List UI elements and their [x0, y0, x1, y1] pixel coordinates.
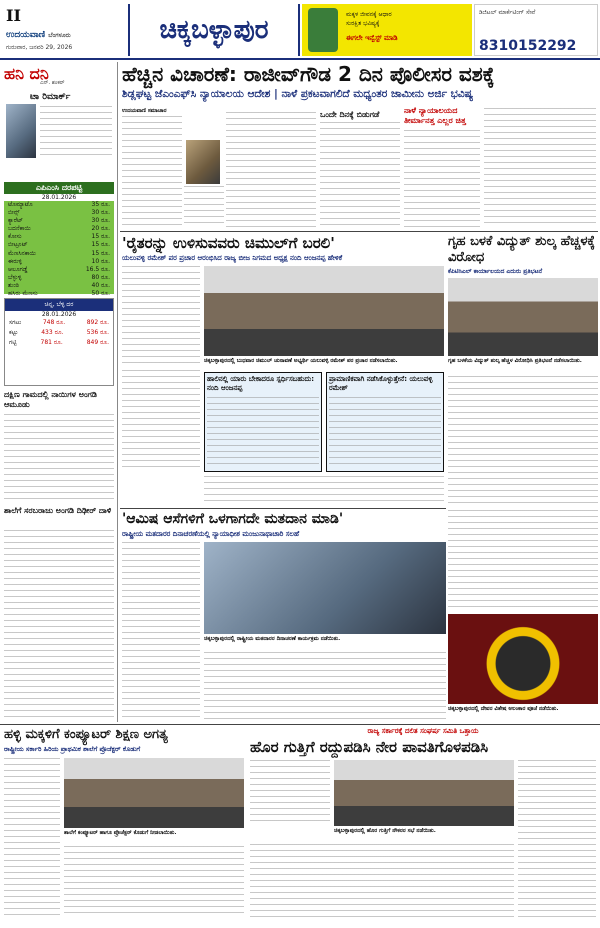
brand-author: ಎನ್. ಶಂಕರ್ [40, 80, 65, 86]
milk-photo [204, 266, 444, 356]
joke-body [40, 106, 112, 158]
lead-body-col1 [122, 116, 182, 228]
temple-caption: ಚಿಕ್ಕಬಳ್ಳಾಪುರದಲ್ಲಿ ದೇವರ ವಿಶೇಷ ಅಲಂಕಾರ ಪೂಜೆ ನಡೆಯಿತು. [448, 706, 559, 712]
gold-item: ಸಗಟು [9, 319, 22, 326]
issue-date: ಗುರುವಾರ, ಜನವರಿ 29, 2026 [6, 44, 73, 51]
left-story2-title: ಶಾಲೆಗೆ ಸರಬರಾಜು ಅಂಗಡಿ ದಿಢೀರ್ ದಾಳಿ [4, 506, 112, 515]
gold-value: 849 ರೂ. [86, 339, 109, 346]
milk-box-2 [326, 372, 444, 472]
edition-title: ಚಿಕ್ಕಬಳ್ಳಾಪುರ [128, 4, 300, 56]
gold-value: 536 ರೂ. [86, 329, 109, 336]
price-item: ಮೆಣಸಿನಕಾಯಿ [8, 249, 36, 257]
gold-value: 748 ರೂ. [42, 319, 66, 326]
price-row [4, 274, 114, 282]
computer-subhead: ರಾಷ್ಟ್ರೀಯ ಸರ್ಕಾರಿ ಹಿರಿಯ ಪ್ರಾಥಮಿಕ ಶಾಲೆಗೆ ಪ್ರೊಜೆಕ್ಟರ್ ಕೊಡುಗೆ [4, 745, 141, 753]
milk-box-1-title: ಹಾಲಿನಲ್ಲಿ ಯಾರು ಬೇಕಾದರೂ ಸ್ಪರ್ಧಿಸಬಹುದು: ನಂದಿ ಆಂಜನಪ್ಪ [207, 375, 315, 392]
gold-item: ಕಟ್ಟು [9, 329, 18, 336]
computer-headline: ಹಳ್ಳಿ ಮಕ್ಕಳಿಗೆ ಕಂಪ್ಯೂಟರ್ ಶಿಕ್ಷಣ ಅಗತ್ಯ [4, 727, 168, 742]
ad-text-3: ಈಗಲೇ ಇನ್ವೆಸ್ಟ್ ಮಾಡಿ [346, 34, 398, 42]
lead-headline: ಹೆಚ್ಚಿನ ವಿಚಾರಣೆ: ರಾಜೀವ್‌ಗೌಡ 2 ದಿನ ಪೊಲೀಸರ ವಶಕ್ಕೆ [122, 62, 495, 86]
gold-row [5, 328, 113, 338]
gold-row [5, 318, 113, 328]
price-value: 15 ರೂ. [91, 241, 110, 249]
phone-ad-text: ಡಿಜಿಟಲ್ ಮಾರ್ಕೆಟಿಂಗ್ ಸೇವೆ [479, 9, 536, 16]
power-body [448, 376, 598, 506]
price-item: ಹಸಿರು ಮೆಣಸು [8, 290, 38, 298]
power-photo [448, 278, 598, 356]
vote-headline: 'ಆಮಿಷ ಆಸೆಗಳಿಗೆ ಒಳಗಾಗದೇ ಮತದಾನ ಮಾಡಿ' [122, 511, 344, 527]
section-rule-3 [0, 724, 600, 725]
price-value: 80 ರೂ. [91, 273, 110, 281]
vote-body-col1 [122, 542, 200, 722]
lead-sidebar-heading: ಒಂದೇ ದಿನಕ್ಕೆ ಬಿಡುಗಡೆ [320, 110, 380, 119]
milk-box-2-body [329, 397, 441, 465]
gold-value: 892 ರೂ. [86, 319, 109, 326]
milk-headline: 'ರೈತರನ್ನು ಉಳಿಸುವವರು ಚಿಮುಲ್‌ಗೆ ಬರಲಿ' [122, 234, 335, 252]
milk-box-1 [204, 372, 322, 472]
outsource-caption: ಚಿಕ್ಕಬಳ್ಳಾಪುರದಲ್ಲಿ ಹೊರ ಗುತ್ತಿಗೆ ನೌಕರರ ಸಭೆ ನಡೆಯಿತು. [334, 828, 436, 834]
gold-box-date: 28.01.2026 [41, 311, 77, 318]
price-item: ಬೀಟ್ರೂಟ್ [8, 241, 28, 249]
price-value: 10 ರೂ. [91, 257, 110, 265]
price-value: 20 ರೂ. [91, 225, 110, 233]
left-story1-body [4, 414, 114, 502]
milk-body-col2 [122, 370, 200, 470]
price-item: ಬೀನ್ಸ್ [8, 209, 20, 217]
lead-body-col3 [484, 108, 596, 228]
price-row [4, 250, 114, 258]
price-value: 15 ರೂ. [91, 249, 110, 257]
price-row [4, 225, 114, 233]
lead-portrait [186, 140, 220, 184]
price-value: 40 ರೂ. [91, 281, 110, 289]
header-rule [0, 58, 600, 60]
price-item: ಆಲೂಗಡ್ಡೆ [8, 265, 28, 273]
price-box-title: ಎಪಿಎಂಸಿ ದರಪಟ್ಟಿ [4, 182, 114, 194]
gold-item: ಗಟ್ಟಿ [9, 339, 17, 346]
section-rule-1 [120, 231, 598, 232]
power-headline: ಗೃಹ ಬಳಕೆ ವಿದ್ಯುತ್ ಶುಲ್ಕ ಹೆಚ್ಚಳಕ್ಕೆ ವಿರೋಧ [448, 234, 595, 265]
price-row [4, 282, 114, 290]
section-rule-2 [120, 508, 446, 509]
milk-box-1-body [207, 397, 319, 465]
paper-name [6, 30, 71, 40]
power-body-cont [448, 510, 598, 610]
price-row [4, 217, 114, 225]
ad-text-2: ಸುರಕ್ಷಿತ ಭವಿಷ್ಯಕ್ಕೆ [346, 20, 380, 27]
column-divider [117, 62, 118, 722]
price-row [4, 266, 114, 274]
price-list [4, 201, 114, 298]
computer-body-col1 [4, 758, 60, 918]
left-story1-title: ದಕ್ಷಿಣ ಗಾಮದಲ್ಲಿ ನಾಯಿಗಳ ಅಂಗಡಿ ಆಮೂಡು [4, 390, 97, 409]
price-item: ಈರುಳ್ಳಿ [8, 257, 22, 265]
price-item: ಕೋಸು [8, 233, 22, 241]
vote-body-col2 [204, 652, 446, 722]
lead-sidebar2-heading: ನಾಳೆ ನ್ಯಾಯಾಲಯದ ತೀರ್ಮಾನತ್ತ ಎಲ್ಲರ ಚಿತ್ತ [404, 106, 466, 125]
gold-value: 433 ರೂ. [41, 329, 64, 336]
milk-body-col1 [122, 266, 200, 366]
outsource-kicker: ರಾಜ್ಯ ಸರ್ಕಾರಕ್ಕೆ ದಲಿತ ಸಂಘರ್ಷ ಸಮಿತಿ ಒತ್ತಾಯ [367, 727, 479, 735]
price-box-date: 28.01.2026 [4, 194, 114, 201]
outsource-body-col1 [250, 760, 330, 826]
vote-caption: ಚಿಕ್ಕಬಳ್ಳಾಪುರದಲ್ಲಿ ರಾಷ್ಟ್ರೀಯ ಮತದಾರರ ದಿನಾಚರಣೆ ಕಾರ್ಯಕ್ರಮ ನಡೆಯಿತು. [204, 636, 341, 642]
computer-caption: ಶಾಲೆಗೆ ಕಂಪ್ಯೂಟರ್ ಹಾಗೂ ಪ್ರೊಜೆಕ್ಟರ್ ಕೊಡುಗೆ ನೀಡಲಾಯಿತು. [64, 830, 177, 836]
outsource-body-col3 [518, 760, 596, 918]
outsource-body-col2 [250, 844, 514, 918]
brand-title: ಹನಿ ದನಿ [4, 64, 49, 83]
price-row [4, 258, 114, 266]
lead-byline: ಉದಯವಾಣಿ ಸಮಾಚಾರ [122, 108, 167, 114]
gold-list [5, 318, 113, 348]
gold-row [5, 338, 113, 348]
price-value: 30 ರೂ. [91, 209, 110, 217]
header-ad[interactable] [302, 4, 472, 56]
page-number: II [6, 6, 21, 25]
phone-ad[interactable] [474, 4, 598, 56]
price-row [4, 290, 114, 298]
milk-box-2-title: ಪ್ರಾಮಾಣಿಕವಾಗಿ ನಡೆಸಿಕೊಳ್ಳುತ್ತೇನೆ: ಯಲುವಳ್ಳಿ ರಮೇಶ್ [329, 375, 433, 392]
price-value: 16.5 ರೂ. [85, 265, 110, 273]
milk-subhead: ಯಲುವಳ್ಳಿ ರಮೇಶ್ ಪರ ಪ್ರಚಾರ ಆರಂಭಿಸಿದ ರಾಜ್ಯ ಬೀಜ ನಿಗಮದ ಅಧ್ಯಕ್ಷ ನಂದಿ ಆಂಜನಪ್ಪ ಹೇಳಿಕೆ [122, 254, 343, 262]
lead-sidebar-body [320, 122, 400, 228]
gold-price-box [4, 298, 114, 386]
computer-body-col2 [64, 846, 244, 918]
price-value: 35 ರೂ. [91, 201, 110, 208]
lead-subhead: ಶಿಡ್ಲಘಟ್ಟ ಜೆಎಂಎಫ್‌ಸಿ ನ್ಯಾಯಾಲಯ ಆದೇಶ | ನಾಳೆ ಪ್ರಕಟವಾಗಲಿದೆ ಮಧ್ಯಂತರ ಜಾಮೀನು ಅರ್ಜಿ ಭವಿಷ್ಯ [122, 88, 474, 100]
price-value: 15 ರೂ. [91, 233, 110, 241]
milk-body-col3 [204, 476, 444, 506]
milk-caption: ಚಿಕ್ಕಬಳ್ಳಾಪುರದಲ್ಲಿ ಬುಧವಾರ ಚಿಮುಲ್ ಚುನಾವಣೆ ಅಭ್ಯರ್ಥಿ ಯಲುವಳ್ಳಿ ರಮೇಶ್ ಪರ ಪ್ರಚಾರ ನಡೆಸಲಾಯಿತು. [204, 358, 398, 364]
power-subhead: ಕೆಪಿಟಿಸಿಎಲ್ ಕಾರ್ಯಾಲಯದ ಎದುರು ಪ್ರತಿಭಟನೆ [448, 268, 543, 275]
computer-photo [64, 758, 244, 828]
price-row [4, 233, 114, 241]
paper-name-text: ಉದಯವಾಣಿ [6, 30, 46, 40]
temple-photo [448, 614, 598, 704]
price-item: ಬದನೆಕಾಯಿ [8, 225, 31, 233]
price-item: ಟೊಮ್ಯಾಟೊ [8, 201, 33, 208]
vote-subhead: ರಾಷ್ಟ್ರೀಯ ಮತದಾರರ ದಿನಾಚರಣೆಯಲ್ಲಿ ನ್ಯಾಯಾಧೀಶ ಮಂಜುನಾಥಾಚಾರಿ ಸಲಹೆ [122, 530, 300, 538]
lead-sidebar2-body [404, 130, 480, 228]
joke-title: ಟಾ ರಿಮಾರ್ಕ್ [30, 92, 71, 102]
gold-box-title: ಚಿನ್ನ, ಬೆಳ್ಳಿ ದರ [5, 299, 113, 311]
outsource-headline: ಹೊರ ಗುತ್ತಿಗೆ ರದ್ದುಪಡಿಸಿ ನೇರ ಪಾವತಿಗೊಳಪಡಿಸಿ [250, 738, 489, 756]
phone-icon [308, 8, 338, 52]
ad-text-1: ಮಕ್ಕಳ ಜೀವನಕ್ಕೆ ಆಧಾರ [346, 11, 392, 18]
outsource-photo [334, 760, 514, 826]
power-caption: ಗೃಹ ಬಳಕೆಯ ವಿದ್ಯುತ್ ಶುಲ್ಕ ಹೆಚ್ಚಳ ವಿರೋಧಿಸಿ ಪ್ರತಿಭಟನೆ ನಡೆಸಲಾಯಿತು. [448, 358, 582, 364]
gold-value: 781 ರೂ. [40, 339, 63, 346]
cartoon-image [6, 104, 36, 158]
price-value: 50 ರೂ. [91, 290, 110, 298]
price-row [4, 241, 114, 249]
vote-photo [204, 542, 446, 634]
lead-bullets [226, 112, 316, 228]
price-value: 30 ರೂ. [91, 217, 110, 225]
left-story2-body [4, 530, 114, 720]
lead-body-col2 [184, 186, 224, 228]
apmc-price-box [4, 182, 114, 298]
paper-edition: ಬೆಂಗಳೂರು [48, 32, 71, 39]
price-item: ಶುಂಠಿ [8, 281, 20, 289]
price-row [4, 209, 114, 217]
price-item: ಬೆಳ್ಳುಳ್ಳಿ [8, 273, 22, 281]
phone-ad-number: 8310152292 [479, 38, 577, 54]
price-item: ಕ್ಯಾರೆಟ್ [8, 217, 23, 225]
price-row [4, 201, 114, 209]
